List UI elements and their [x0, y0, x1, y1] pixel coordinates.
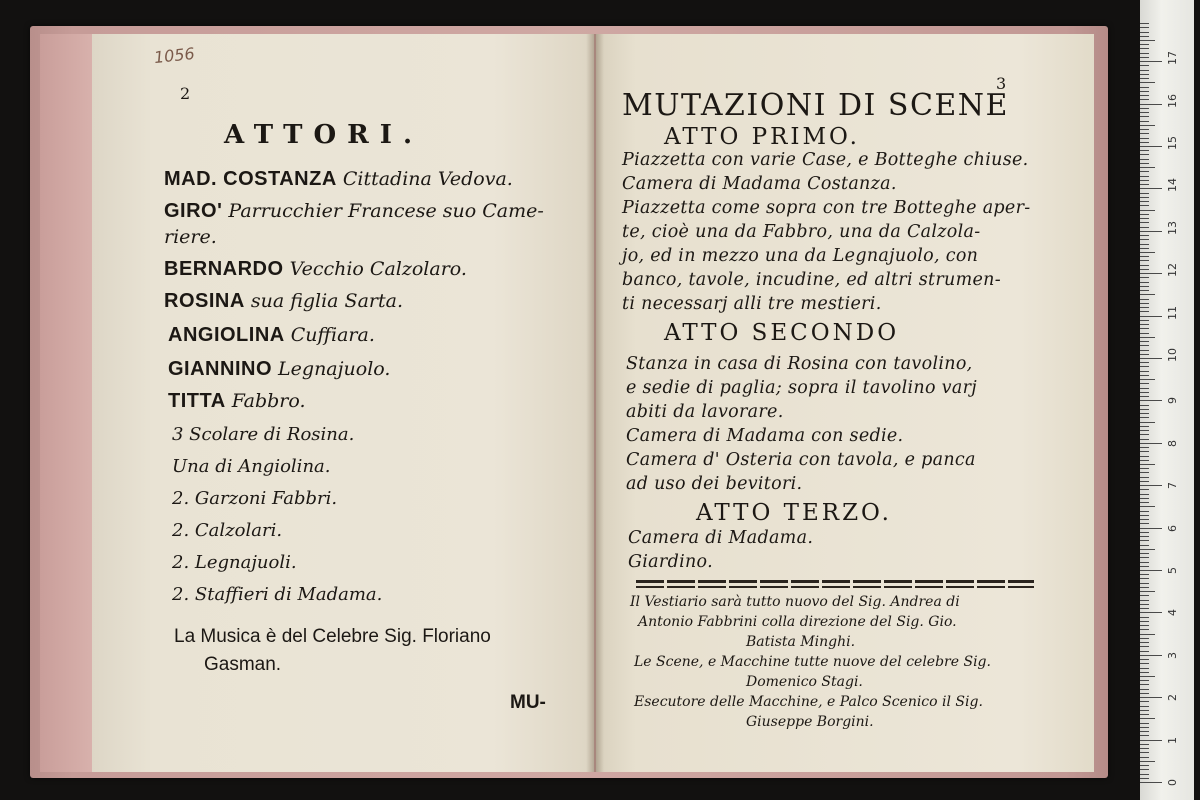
scene-line: Camera di Madama.: [628, 528, 814, 548]
extra-line: Una di Angiolina.: [172, 456, 331, 477]
ruler-tick: [1140, 761, 1155, 762]
ruler-label: 5: [1166, 567, 1179, 574]
ruler-tick: [1140, 549, 1155, 550]
ruler-tick: [1140, 91, 1149, 92]
ruler-tick: [1140, 193, 1149, 194]
ruler-tick: [1140, 176, 1149, 177]
ruler-tick: [1140, 557, 1149, 558]
scene-line: abiti da lavorare.: [626, 402, 784, 422]
ruler-label: 6: [1166, 524, 1179, 532]
ruler-tick: [1140, 188, 1162, 189]
ruler-tick: [1140, 277, 1149, 278]
ruler-tick: [1140, 663, 1149, 664]
role-line: riere.: [164, 226, 217, 248]
ruler-tick: [1140, 697, 1162, 698]
act-heading: ATTO TERZO.: [696, 500, 892, 526]
credit-line: Batista Minghi.: [746, 634, 856, 650]
ruler-tick: [1140, 286, 1149, 287]
ruler-tick: [1140, 231, 1162, 232]
ruler-label: 15: [1166, 136, 1179, 150]
ruler-tick: [1140, 659, 1149, 660]
role-line: ANGIOLINA Cuffiara.: [168, 324, 375, 346]
ruler-tick: [1140, 95, 1149, 96]
ruler-tick: [1140, 532, 1149, 533]
ruler-tick: [1140, 269, 1149, 270]
credit-line: Antonio Fabbrini colla direzione del Sig. Gio.: [638, 614, 957, 630]
ruler-tick: [1140, 371, 1149, 372]
ruler-tick: [1140, 375, 1149, 376]
ruler-tick: [1140, 65, 1149, 66]
ruler-tick: [1140, 299, 1149, 300]
ruler-tick: [1140, 515, 1149, 516]
ruler-tick: [1140, 706, 1149, 707]
cast-heading: ATTORI.: [224, 120, 423, 150]
right-page-number: 3: [996, 74, 1007, 93]
ruler-tick: [1140, 222, 1149, 223]
ruler-tick: [1140, 36, 1149, 37]
separator-rule: [636, 580, 1034, 583]
ruler-tick: [1140, 53, 1149, 54]
ruler-tick: [1140, 765, 1149, 766]
ruler-tick: [1140, 744, 1149, 745]
ruler-tick: [1140, 345, 1149, 346]
ruler-label: 12: [1166, 263, 1179, 278]
ruler-tick: [1140, 701, 1149, 702]
ruler-tick: [1140, 159, 1149, 160]
ruler-tick: [1140, 485, 1162, 486]
ruler-tick: [1140, 655, 1162, 656]
ruler-tick: [1140, 680, 1149, 681]
ruler-tick: [1140, 78, 1149, 79]
ruler-tick: [1140, 587, 1149, 588]
ruler-tick: [1140, 333, 1149, 334]
ruler-tick: [1140, 341, 1149, 342]
ruler-tick: [1140, 154, 1149, 155]
extra-line: 2. Calzolari.: [172, 520, 283, 541]
ruler-label: 14: [1166, 178, 1179, 193]
ruler-tick: [1140, 498, 1149, 499]
book-gutter: [586, 34, 604, 772]
ruler-tick: [1140, 456, 1149, 457]
ruler-tick: [1140, 218, 1149, 219]
ruler-tick: [1140, 27, 1149, 28]
scene-line: jo, ed in mezzo una da Legnajuolo, con: [622, 246, 979, 266]
ruler-tick: [1140, 129, 1149, 130]
ruler-tick: [1140, 265, 1149, 266]
ruler-tick: [1140, 44, 1149, 45]
ruler-tick: [1140, 324, 1149, 325]
ruler-tick: [1140, 112, 1149, 113]
ruler-tick: [1140, 714, 1149, 715]
ruler-tick: [1140, 150, 1149, 151]
ruler-tick: [1140, 82, 1155, 83]
ruler-tick: [1140, 638, 1149, 639]
ruler-tick: [1140, 621, 1149, 622]
ruler-tick: [1140, 392, 1149, 393]
credit-line: Domenico Stagi.: [746, 674, 863, 690]
ruler-label: 3: [1166, 651, 1179, 659]
scene-line: e sedie di paglia; sopra il tavolino varj: [626, 378, 977, 398]
ruler-tick: [1140, 689, 1149, 690]
ruler-tick: [1140, 553, 1149, 554]
ruler-tick: [1140, 735, 1149, 736]
ruler-tick: [1140, 379, 1155, 380]
ruler-label: 11: [1166, 305, 1179, 320]
ruler-tick: [1140, 566, 1149, 567]
ruler-tick: [1140, 163, 1149, 164]
ruler-tick: [1140, 61, 1162, 62]
extra-line: 2. Garzoni Fabbri.: [172, 488, 338, 509]
ruler-tick: [1140, 362, 1149, 363]
ruler-tick: [1140, 574, 1149, 575]
ruler-label: 8: [1166, 439, 1179, 447]
measuring-ruler: [1140, 0, 1194, 800]
ruler-tick: [1140, 171, 1149, 172]
ruler-tick: [1140, 256, 1149, 257]
right-page: [596, 34, 1094, 772]
ruler-tick: [1140, 472, 1149, 473]
scene-line: Stanza in casa di Rosina con tavolino,: [626, 354, 973, 374]
ruler-tick: [1140, 422, 1155, 423]
separator-rule-thin: [636, 586, 1034, 588]
ruler-tick: [1140, 104, 1162, 105]
ruler-tick: [1140, 757, 1149, 758]
ruler-tick: [1140, 651, 1149, 652]
ruler-tick: [1140, 727, 1149, 728]
ruler-tick: [1140, 494, 1149, 495]
music-credit-name: Gasman.: [204, 654, 282, 675]
ruler-tick: [1140, 684, 1149, 685]
left-page-number: 2: [180, 84, 191, 103]
ruler-tick: [1140, 57, 1149, 58]
ruler-tick: [1140, 769, 1149, 770]
ruler-tick: [1140, 748, 1149, 749]
ruler-tick: [1140, 434, 1149, 435]
ruler-tick: [1140, 167, 1155, 168]
ruler-tick: [1140, 383, 1149, 384]
ruler-tick: [1140, 320, 1149, 321]
ruler-tick: [1140, 625, 1149, 626]
ruler-tick: [1140, 337, 1155, 338]
ruler-tick: [1140, 676, 1155, 677]
ruler-tick: [1140, 668, 1149, 669]
ruler-tick: [1140, 99, 1149, 100]
ruler-tick: [1140, 294, 1155, 295]
ruler-tick: [1140, 405, 1149, 406]
ruler-tick: [1140, 214, 1149, 215]
ruler-tick: [1140, 519, 1149, 520]
ruler-tick: [1140, 40, 1155, 41]
ruler-label: 2: [1166, 694, 1179, 702]
ruler-tick: [1140, 146, 1162, 147]
scene-line: Camera di Madama Costanza.: [622, 174, 897, 194]
ruler-tick: [1140, 523, 1149, 524]
ruler-tick: [1140, 778, 1149, 779]
ruler-tick: [1140, 774, 1149, 775]
ruler-tick: [1140, 108, 1149, 109]
ruler-tick: [1140, 316, 1162, 317]
ruler-tick: [1140, 273, 1162, 274]
ruler-tick: [1140, 358, 1162, 359]
role-line: ROSINA sua figlia Sarta.: [164, 290, 403, 312]
ruler-label: 0: [1166, 779, 1179, 786]
ruler-tick: [1140, 388, 1149, 389]
ruler-tick: [1140, 239, 1149, 240]
ruler-tick: [1140, 426, 1149, 427]
ruler-tick: [1140, 439, 1149, 440]
scene-line: ad uso dei bevitori.: [626, 474, 803, 494]
role-line: BERNARDO Vecchio Calzolaro.: [164, 258, 467, 280]
ruler-tick: [1140, 782, 1162, 783]
ruler-tick: [1140, 32, 1149, 33]
ruler-tick: [1140, 460, 1149, 461]
scene-line: banco, tavole, incudine, ed altri strumen-: [622, 270, 1001, 290]
ruler-tick: [1140, 417, 1149, 418]
ruler-tick: [1140, 282, 1149, 283]
ruler-tick: [1140, 205, 1149, 206]
ruler-tick: [1140, 562, 1149, 563]
ruler-tick: [1140, 430, 1149, 431]
ruler-tick: [1140, 693, 1149, 694]
ruler-tick: [1140, 74, 1149, 75]
ruler-tick: [1140, 570, 1162, 571]
ruler-tick: [1140, 502, 1149, 503]
left-page: [92, 34, 594, 772]
ruler-tick: [1140, 591, 1155, 592]
ruler-tick: [1140, 578, 1149, 579]
ruler-tick: [1140, 210, 1155, 211]
act-heading: ATTO PRIMO.: [664, 124, 860, 150]
ruler-tick: [1140, 443, 1162, 444]
ruler-tick: [1140, 718, 1155, 719]
ruler-tick: [1140, 489, 1149, 490]
ruler-tick: [1140, 617, 1149, 618]
credit-line: Le Scene, e Macchine tutte nuove del celebre Sig.: [634, 654, 991, 670]
scene-line: Giardino.: [628, 552, 713, 572]
ruler-tick: [1140, 629, 1149, 630]
extra-line: 2. Staffieri di Madama.: [172, 584, 383, 605]
ruler-label: 17: [1166, 51, 1179, 66]
ruler-tick: [1140, 121, 1149, 122]
ruler-tick: [1140, 260, 1149, 261]
music-credit: La Musica è del Celebre Sig. Floriano: [174, 626, 491, 647]
scene-line: Piazzetta come sopra con tre Botteghe aper-: [622, 198, 1031, 218]
ruler-tick: [1140, 307, 1149, 308]
scene-changes-title: MUTAZIONI DI SCENE: [622, 88, 1009, 123]
ruler-tick: [1140, 197, 1149, 198]
scene-line: te, cioè una da Fabbro, una da Calzola-: [622, 222, 981, 242]
ruler-tick: [1140, 413, 1149, 414]
ruler-tick: [1140, 252, 1155, 253]
ruler-tick: [1140, 600, 1149, 601]
ruler-tick: [1140, 311, 1149, 312]
ruler-tick: [1140, 366, 1149, 367]
extra-line: 2. Legnajuoli.: [172, 552, 297, 573]
ruler-label: 13: [1166, 220, 1179, 235]
ruler-tick: [1140, 116, 1149, 117]
ruler-tick: [1140, 328, 1149, 329]
ruler-tick: [1140, 468, 1149, 469]
role-line: GIRO' Parrucchier Francese suo Came-: [164, 200, 544, 222]
ruler-tick: [1140, 464, 1155, 465]
ruler-tick: [1140, 506, 1155, 507]
ruler-tick: [1140, 396, 1149, 397]
ruler-tick: [1140, 184, 1149, 185]
ruler-tick: [1140, 227, 1149, 228]
act-heading: ATTO SECONDO: [664, 320, 900, 346]
ruler-tick: [1140, 248, 1149, 249]
ruler-label: 7: [1166, 482, 1179, 490]
scene-line: ti necessarj alli tre mestieri.: [622, 294, 882, 314]
ruler-tick: [1140, 604, 1149, 605]
ruler-label: 4: [1166, 609, 1179, 617]
endpaper-strip: [40, 34, 92, 772]
ruler-tick: [1140, 646, 1149, 647]
ruler-tick: [1140, 583, 1149, 584]
ruler-tick: [1140, 511, 1149, 512]
credit-line: Il Vestiario sarà tutto nuovo del Sig. Andrea di: [630, 594, 960, 610]
ruler-tick: [1140, 710, 1149, 711]
handwritten-mark: 1056: [153, 43, 196, 68]
ruler-tick: [1140, 545, 1149, 546]
extra-line: 3 Scolare di Rosina.: [172, 424, 355, 445]
ruler-tick: [1140, 142, 1149, 143]
ruler-tick: [1140, 290, 1149, 291]
credit-line: Giuseppe Borgini.: [746, 714, 874, 730]
ruler-tick: [1140, 608, 1149, 609]
role-line: GIANNINO Legnajuolo.: [168, 358, 391, 380]
ruler-tick: [1140, 350, 1149, 351]
ruler-tick: [1140, 642, 1149, 643]
ruler-tick: [1140, 595, 1149, 596]
ruler-label: 16: [1166, 93, 1179, 108]
ruler-tick: [1140, 731, 1149, 732]
ruler-tick: [1140, 612, 1162, 613]
scene-line: Camera di Madama con sedie.: [626, 426, 904, 446]
ruler-tick: [1140, 477, 1149, 478]
ruler-tick: [1140, 528, 1162, 529]
scene-line: Camera d' Osteria con tavola, e panca: [626, 450, 976, 470]
ruler-tick: [1140, 481, 1149, 482]
ruler-tick: [1140, 672, 1149, 673]
ruler-tick: [1140, 634, 1155, 635]
ruler-tick: [1140, 740, 1162, 741]
ruler-tick: [1140, 235, 1149, 236]
role-line: MAD. COSTANZA Cittadina Vedova.: [164, 168, 513, 190]
ruler-tick: [1140, 133, 1149, 134]
credit-line: Esecutore delle Macchine, e Palco Scenico il Sig.: [634, 694, 983, 710]
ruler-label: 1: [1166, 736, 1179, 744]
scene-line: Piazzetta con varie Case, e Botteghe chiuse.: [622, 150, 1029, 170]
ruler-tick: [1140, 48, 1149, 49]
ruler-tick: [1140, 752, 1149, 753]
ruler-tick: [1140, 451, 1149, 452]
ruler-tick: [1140, 180, 1149, 181]
ruler-tick: [1140, 125, 1155, 126]
ruler-tick: [1140, 400, 1162, 401]
ruler-tick: [1140, 70, 1149, 71]
ruler-tick: [1140, 23, 1149, 24]
ruler-tick: [1140, 138, 1149, 139]
ruler-label: 9: [1166, 397, 1179, 405]
ruler-tick: [1140, 409, 1149, 410]
role-line: TITTA Fabbro.: [168, 390, 306, 412]
ruler-tick: [1140, 201, 1149, 202]
ruler-tick: [1140, 536, 1149, 537]
ruler-tick: [1140, 87, 1149, 88]
ruler-tick: [1140, 540, 1149, 541]
ruler-tick: [1140, 303, 1149, 304]
ruler-tick: [1140, 723, 1149, 724]
catchword: MU-: [510, 692, 546, 713]
ruler-tick: [1140, 354, 1149, 355]
ruler-tick: [1140, 447, 1149, 448]
ruler-label: 10: [1166, 348, 1179, 362]
ruler-tick: [1140, 244, 1149, 245]
